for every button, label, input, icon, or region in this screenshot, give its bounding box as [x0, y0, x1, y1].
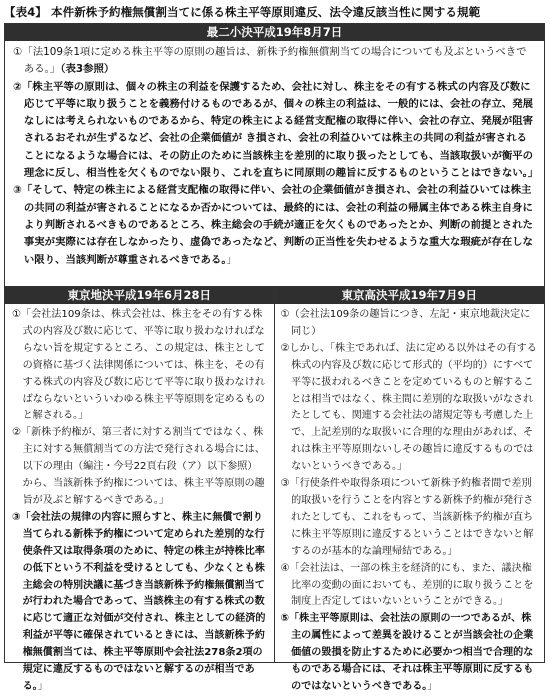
- high-para-2: ②しかし、「株主であれば、法に定める以外はその有する株式の内容及び数に応じて形式的（平均的）にすべて平等に扱われるべきことを定めているものと解することは相当ではなく、株主間に差別的な取扱いがなされたとしても、関連する会社法の諸規定等も考慮した上で、上記差別的な取扱いに合理的な理由があれば、それは株主平等原則ないしその趣旨に違反するものではないというべきである。」: [280, 342, 537, 473]
- high-para-5: [281, 611, 538, 696]
- supreme-para-1: [13, 44, 536, 79]
- supreme-para-1-text: ①「法109条1項に定める株主平等の原則の趣旨は、新株予約権無償割当ての場合についても及ぶというべきである。」: [13, 46, 527, 76]
- high-para-3: ③「行使条件や取得条項について新株予約権者間で差別的取扱いを行うことを内容とする新株予約権が発行されたとしても、これをもって、当該新株予約権が直ちに株主平等原則に違反するということはできないと解するのが基本的な論理帰結である。」: [280, 478, 534, 557]
- supreme-court-body: [5, 41, 544, 271]
- lower-courts-row: [5, 286, 544, 692]
- tokyo-high-header: 東京高決平成19年7月9日: [275, 287, 545, 304]
- tokyo-high-column: [275, 287, 545, 692]
- district-para-1: ①「会社法109条は、株式会社は、株主をその有する株式の内容及び数に応じて、平等に取り扱わなければならない旨を規定するところ、この規定は、株主としての資格に基づく法律関係については、株主を、その有する株式の内容及び数に応じて平等に取り扱わなければならないといういわゆる株主平等原則を定めるものと解される。」: [12, 309, 265, 422]
- table-title: 【表4】 本件新株予約権無償割当てに係る株主平等原則違反、法令違反該当性に関する規範: [4, 5, 481, 19]
- district-para-2-end: 」: [158, 494, 169, 506]
- supreme-para-1-note: （表3参照）: [60, 63, 115, 76]
- supreme-para-2: ②「株主平等の原則は、個々の株主の利益を保護するため、会社に対し、株主をその有する株式の内容及び数に応じて平等に取り扱うことを義務付けるものであるが、個々の株主の利益は、一般的には、会社の存立、発展なしには考えられないものであるから、特定の株主による経営支配権の取得に伴い、会社の存立、発展が阻害されるおそれが生ずるなど、会社の企業価値が き損され、会社の利益ひいては株主の共同の利益が害されることになるような場合には、その防止のために当該株主を差別的に取り扱ったとしても、当該取扱いが衡平の理念に反し、相当性を欠くものでない限り、これを直ちに同原則の趣旨に反するものということはできない。」: [13, 80, 539, 180]
- district-para-3-text: ③「会社法の規律の内容に照らすと、株主に無償で割り当てられる新株予約権について定められた差別的な行使条件又は取得条項のために、特定の株主が持株比率の低下という不利益を受けるとしても、少なくとも株主総会の特別決議に基づき当該新株予約権無償割当てが行われた場合であって、当該株主の有する株式の数に応じて適正な対価が交付され、株主としての経済的利益が平等に確保されているときには、当該新株予約権無償割当ては、株主平等原則や会社法278条2項の規定に違反するものではないと解するのが相当である。: [12, 511, 266, 692]
- supreme-para-3: [13, 182, 536, 268]
- tokyo-district-header: 東京地決平成19年6月28日: [5, 287, 274, 304]
- district-para-3-end: 」: [37, 680, 48, 692]
- tokyo-high-body: [275, 304, 545, 698]
- high-para-5-text: ⑤「株主平等原則は、会社法の原則の一つであるが、株主の属性によって差異を設けることが当該会社の企業価値の毀損を防止するために必要かつ相当で合理的なものである場合には、それは株主平等原則に反するものではないというべきである。: [280, 613, 534, 692]
- high-para-1: ①（会社法109条の趣旨につき、左記・東京地裁決定に同じ）: [280, 309, 531, 337]
- supreme-para-3-end: 」: [226, 253, 237, 266]
- high-para-5-end: 」: [427, 680, 438, 692]
- supreme-court-header: 最二小決平成19年8月7日: [5, 24, 544, 41]
- high-para-4: ④「会社法は、一部の株主を経済的にも、また、議決権比率の変動の面においても、差別的に取り扱うことを制度上否定してはいないということができる。」: [280, 562, 534, 608]
- district-para-2: [12, 425, 268, 510]
- tokyo-district-column: [5, 287, 275, 692]
- district-para-2-text: ②「新株予約権が、第三者に対する割当てではなく、株主に対する無償割当ての方法で発行される場合には、以下の理由（編注・今号22頁右段（ア）以下参照）から、当該新株予約権については、株主平等原則の趣旨が及ぶと解するべきである。: [12, 427, 265, 506]
- supreme-para-3-text: ③「そして、特定の株主による経営支配権の取得に伴い、会社の企業価値がき損され、会社の利益ひいては株主の共同の利益が害されることになるか否かについては、最終的には、会社の利益の帰属主体である株主自身により判断されるべきものであるところ、株主総会の手続が適正を欠くものであったとか、判断の前提とされた事実が実際には存在しなかったり、虚偽であったなど、判断の正当性を失わせるような重大な瑕疵が存在しない限り、当該判断が尊重されるべきである。: [13, 184, 533, 266]
- norms-table: [4, 23, 545, 692]
- tokyo-district-body: [5, 304, 274, 698]
